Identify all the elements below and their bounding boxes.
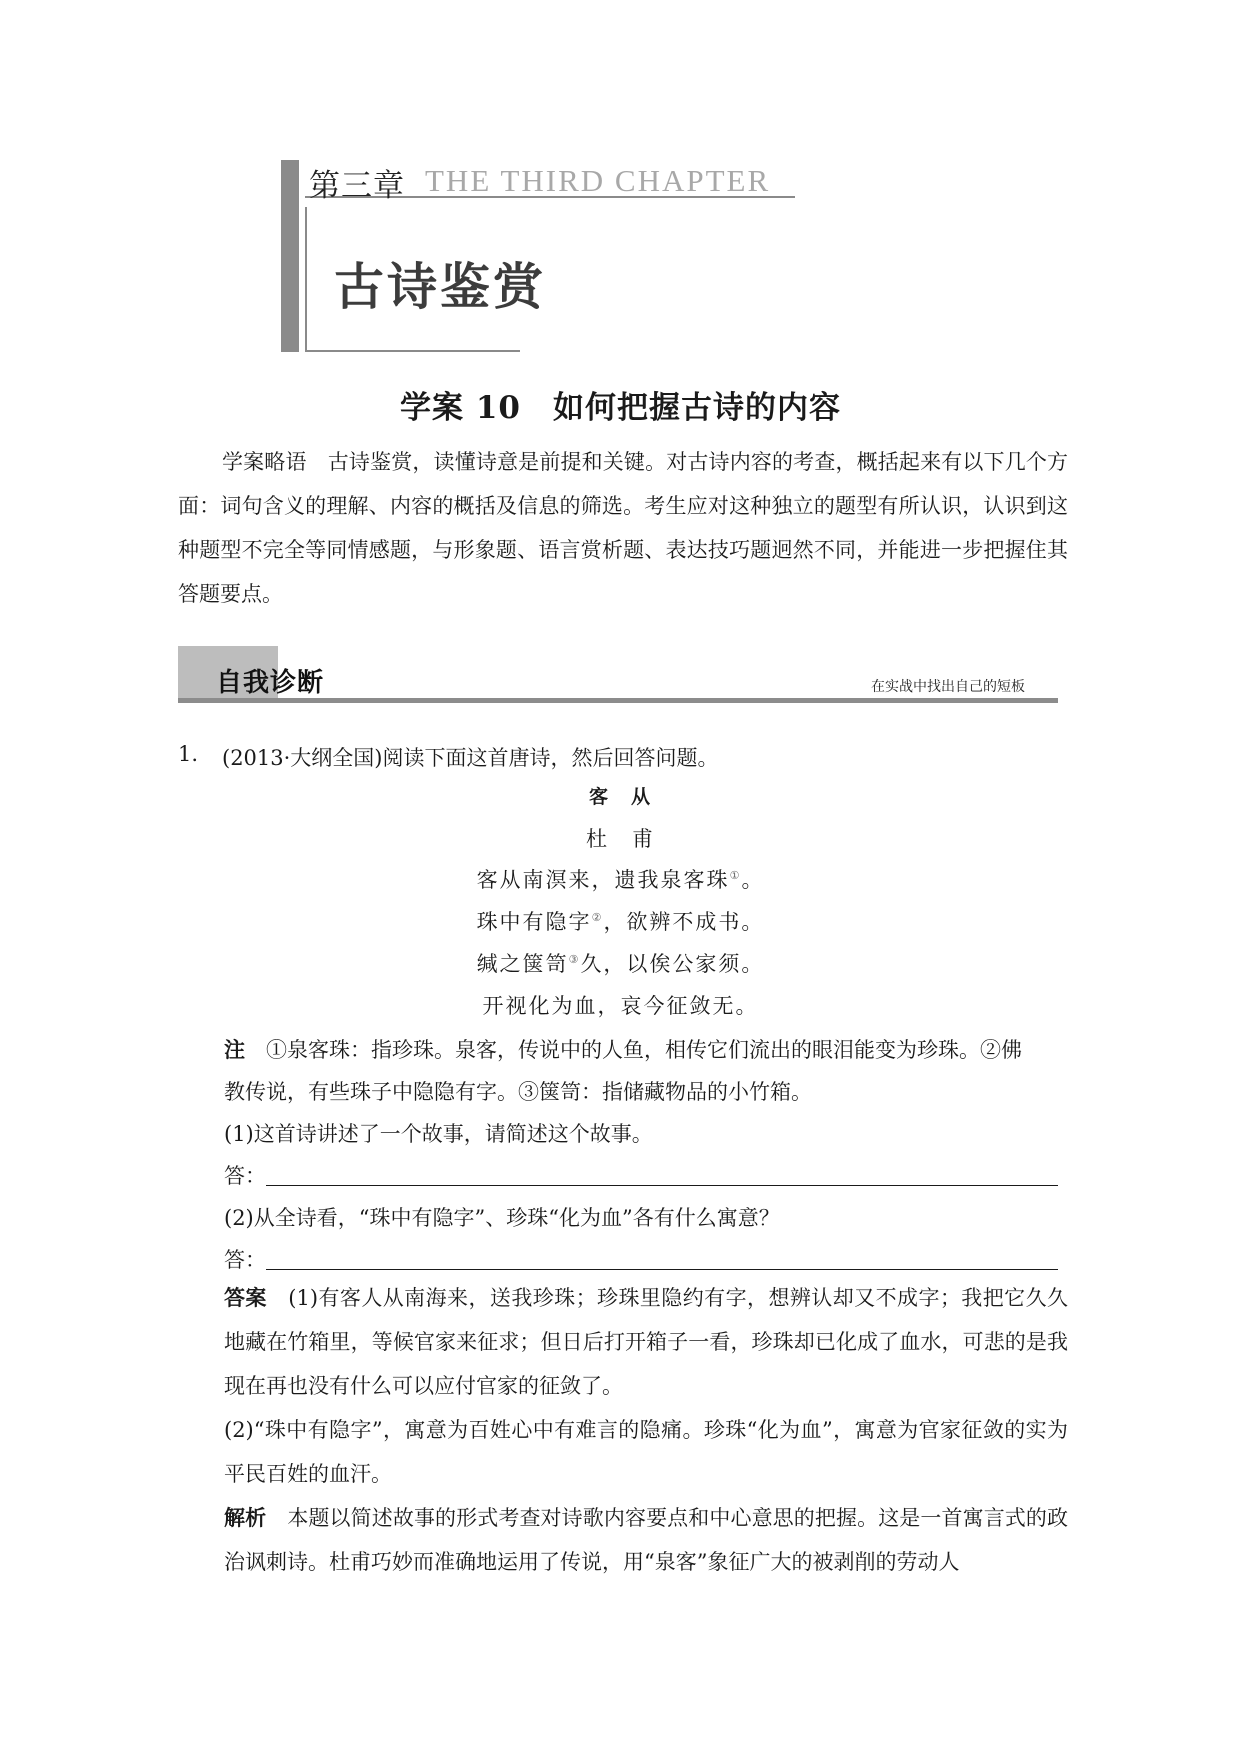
answer-part-2: (2)“珠中有隐字”，寓意为百姓心中有难言的隐痛。珍珠“化为血”，寓意为官家征敛的实为平民百姓的血汗。: [224, 1418, 1068, 1486]
poem-line: 珠中有隐字②，欲辨不成书。: [476, 910, 765, 934]
poem-line: 客从南溟来，遗我泉客珠①。: [476, 868, 765, 892]
analysis-label: 解析: [224, 1506, 267, 1530]
chapter-title: 古诗鉴赏: [334, 258, 546, 316]
answer-blank-2[interactable]: [266, 1269, 1058, 1270]
note-line-2: 教传说，有些珠子中隐隐有字。③箧笥：指储藏物品的小竹箱。: [224, 1080, 812, 1104]
chapter-english-title: THE THIRD CHAPTER: [425, 163, 771, 198]
answer-blank-1[interactable]: [266, 1185, 1058, 1186]
section-title: 自我诊断: [216, 668, 325, 698]
answer-label-1: 答：: [224, 1164, 266, 1188]
section-divider: [178, 698, 1058, 703]
chapter-frame-bottom-line: [305, 350, 520, 352]
poem-line: 开视化为血，哀今征敛无。: [482, 994, 759, 1018]
poem-title: 客 从: [588, 786, 652, 808]
note-line-1: 注 ①泉客珠：指珍珠。泉客，传说中的人鱼，相传它们流出的眼泪能变为珍珠。②佛: [224, 1038, 1022, 1062]
question-number: 1.: [178, 742, 199, 766]
note-label: 注: [224, 1038, 245, 1062]
question-prompt: [222, 742, 719, 772]
intro-text: 古诗鉴赏，读懂诗意是前提和关键。对古诗内容的考查，概括起来有以下几个方面：词句含义的理解、内容的概括及信息的筛选。考生应对这种独立的题型有所认识，认识到这种题型不完全等同情感题，与形象题、语言赏析题、表达技巧题迥然不同，并能进一步把握住其答题要点。: [178, 450, 1069, 606]
chapter-frame-vertical-line: [305, 207, 307, 352]
section-subtitle: 在实战中找出自己的短板: [871, 679, 1025, 695]
analysis-paragraph: 解析 本题以简述故事的形式考查对诗歌内容要点和中心意思的把握。这是一首寓言式的政治讽刺诗。杜甫巧妙而准确地运用了传说，用“泉客”象征广大的被剥削的劳动人: [224, 1506, 1069, 1574]
lesson-title: 学案 10 如何把握古诗的内容: [400, 390, 841, 426]
sub-question-2: (2)从全诗看，“珠中有隐字”、珍珠“化为血”各有什么寓意？: [224, 1206, 780, 1230]
answer-label: 答案: [224, 1286, 267, 1310]
intro-paragraph: [178, 440, 1068, 616]
question-source: (2013·大纲全国): [222, 746, 383, 770]
poem-author: 杜 甫: [586, 827, 655, 851]
answer-part-1: 答案 (1)有客人从南海来，送我珍珠；珍珠里隐约有字，想辨认却又不成字；我把它久久地藏在竹箱里，等候官家来征求；但日后打开箱子一看，珍珠却已化成了血水，可悲的是我现在再也没有什么可以应付官家的征敛了。: [224, 1286, 1069, 1398]
intro-label: 学案略语: [222, 450, 307, 474]
chapter-number: 第三章: [309, 168, 405, 204]
question-prompt-text: 阅读下面这首唐诗，然后回答问题。: [382, 746, 719, 770]
chapter-bar-decoration: [281, 160, 299, 352]
sub-question-1: (1)这首诗讲述了一个故事，请简述这个故事。: [224, 1122, 653, 1146]
answer-label-2: 答：: [224, 1248, 266, 1272]
poem-line: 缄之箧笥③久，以俟公家须。: [476, 952, 765, 976]
